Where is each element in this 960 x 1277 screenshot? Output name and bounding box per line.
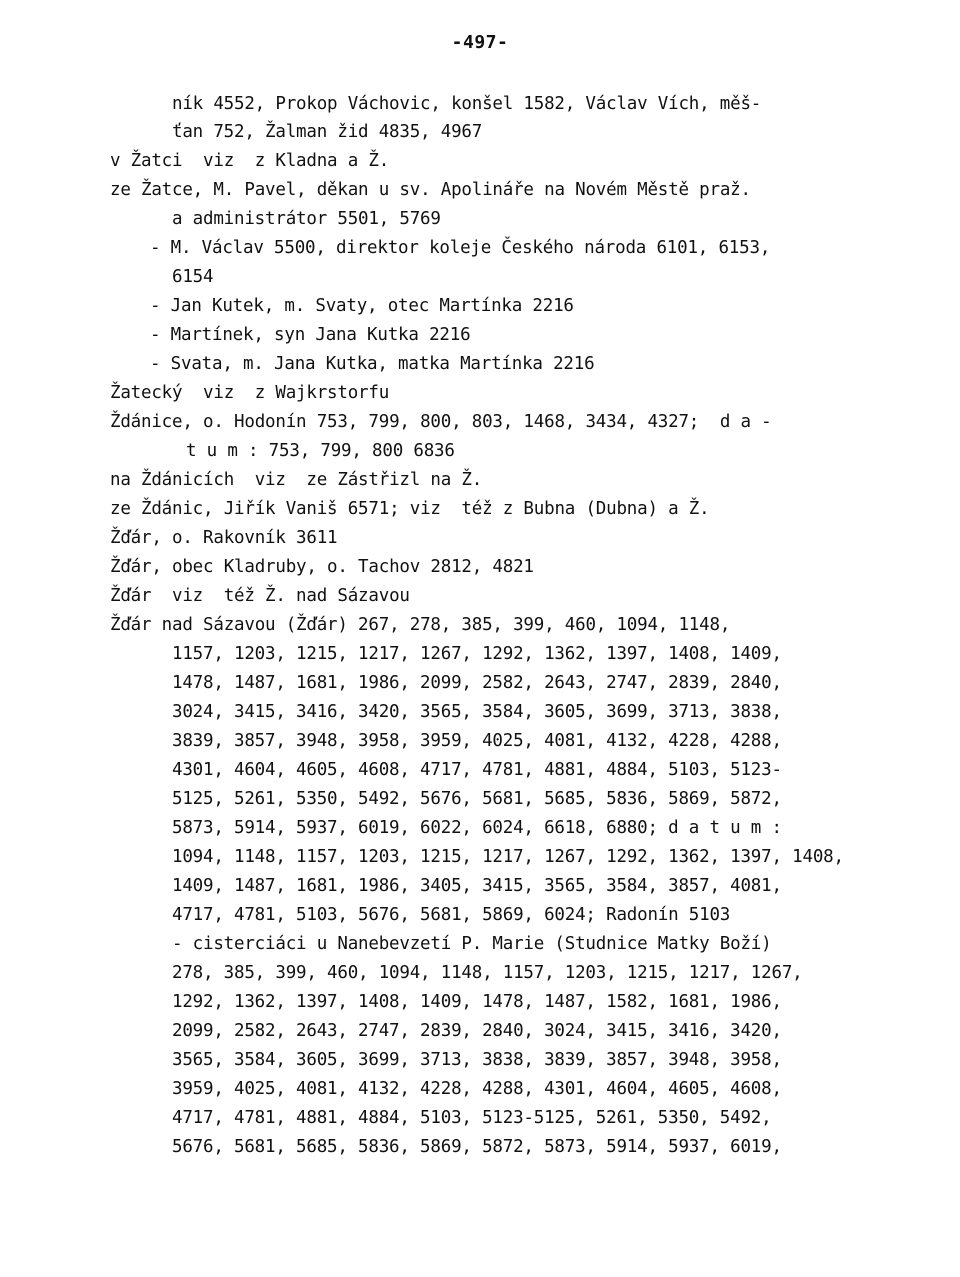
text-line: - cisterciáci u Nanebevzetí P. Marie (Studnice Matky Boží): [172, 934, 772, 954]
text-line: 278, 385, 399, 460, 1094, 1148, 1157, 1203, 1215, 1217, 1267,: [172, 963, 803, 983]
text-line: na Ždánicích viz ze Zástřizl na Ž.: [110, 470, 483, 490]
text-line: 1094, 1148, 1157, 1203, 1215, 1217, 1267, 1292, 1362, 1397, 1408,: [172, 847, 844, 867]
text-line: a administrátor 5501, 5769: [172, 209, 441, 229]
text-line: - Jan Kutek, m. Svaty, otec Martínka 2216: [150, 296, 574, 316]
text-line: ník 4552, Prokop Váchovic, konšel 1582, Václav Vích, měš-: [172, 94, 762, 114]
text-line: Žďár nad Sázavou (Žďár) 267, 278, 385, 399, 460, 1094, 1148,: [110, 615, 731, 635]
text-line: 1157, 1203, 1215, 1217, 1267, 1292, 1362, 1397, 1408, 1409,: [172, 644, 782, 664]
text-line: Žďár, o. Rakovník 3611: [110, 528, 338, 548]
text-line: 1478, 1487, 1681, 1986, 2099, 2582, 2643, 2747, 2839, 2840,: [172, 673, 782, 693]
text-line: 1292, 1362, 1397, 1408, 1409, 1478, 1487, 1582, 1681, 1986,: [172, 992, 782, 1012]
text-line: 2099, 2582, 2643, 2747, 2839, 2840, 3024, 3415, 3416, 3420,: [172, 1021, 782, 1041]
text-line: 6154: [172, 267, 214, 287]
text-line: v Žatci viz z Kladna a Ž.: [110, 151, 390, 171]
text-line: 5676, 5681, 5685, 5836, 5869, 5872, 5873, 5914, 5937, 6019,: [172, 1137, 782, 1157]
text-line: 4301, 4604, 4605, 4608, 4717, 4781, 4881, 4884, 5103, 5123-: [172, 760, 782, 780]
text-line: t u m : 753, 799, 800 6836: [186, 441, 455, 461]
text-line: - Martínek, syn Jana Kutka 2216: [150, 325, 471, 345]
text-line: Žďár viz též Ž. nad Sázavou: [110, 586, 410, 606]
text-line: ze Ždánic, Jiřík Vaniš 6571; viz též z Bubna (Dubna) a Ž.: [110, 499, 710, 519]
text-line: - Svata, m. Jana Kutka, matka Martínka 2216: [150, 354, 595, 374]
text-line: ťan 752, Žalman žid 4835, 4967: [172, 122, 483, 142]
text-line: Žďár, obec Kladruby, o. Tachov 2812, 4821: [110, 557, 534, 577]
page-number: -497-: [451, 32, 509, 53]
text-line: Žatecký viz z Wajkrstorfu: [110, 383, 390, 403]
text-line: 5873, 5914, 5937, 6019, 6022, 6024, 6618, 6880; d a t u m :: [172, 818, 782, 838]
text-line: - M. Václav 5500, direktor koleje Českého národa 6101, 6153,: [150, 238, 771, 258]
text-line: 3024, 3415, 3416, 3420, 3565, 3584, 3605, 3699, 3713, 3838,: [172, 702, 782, 722]
text-line: ze Žatce, M. Pavel, děkan u sv. Apolináře na Novém Městě praž.: [110, 180, 751, 200]
text-line: 3839, 3857, 3948, 3958, 3959, 4025, 4081, 4132, 4228, 4288,: [172, 731, 782, 751]
text-line: 4717, 4781, 4881, 4884, 5103, 5123-5125, 5261, 5350, 5492,: [172, 1108, 772, 1128]
text-line: Ždánice, o. Hodonín 753, 799, 800, 803, 1468, 3434, 4327; d a -: [110, 412, 772, 432]
text-line: 4717, 4781, 5103, 5676, 5681, 5869, 6024; Radonín 5103: [172, 905, 731, 925]
text-line: 3565, 3584, 3605, 3699, 3713, 3838, 3839, 3857, 3948, 3958,: [172, 1050, 782, 1070]
text-line: 5125, 5261, 5350, 5492, 5676, 5681, 5685, 5836, 5869, 5872,: [172, 789, 782, 809]
text-line: 1409, 1487, 1681, 1986, 3405, 3415, 3565, 3584, 3857, 4081,: [172, 876, 782, 896]
text-line: 3959, 4025, 4081, 4132, 4228, 4288, 4301, 4604, 4605, 4608,: [172, 1079, 782, 1099]
